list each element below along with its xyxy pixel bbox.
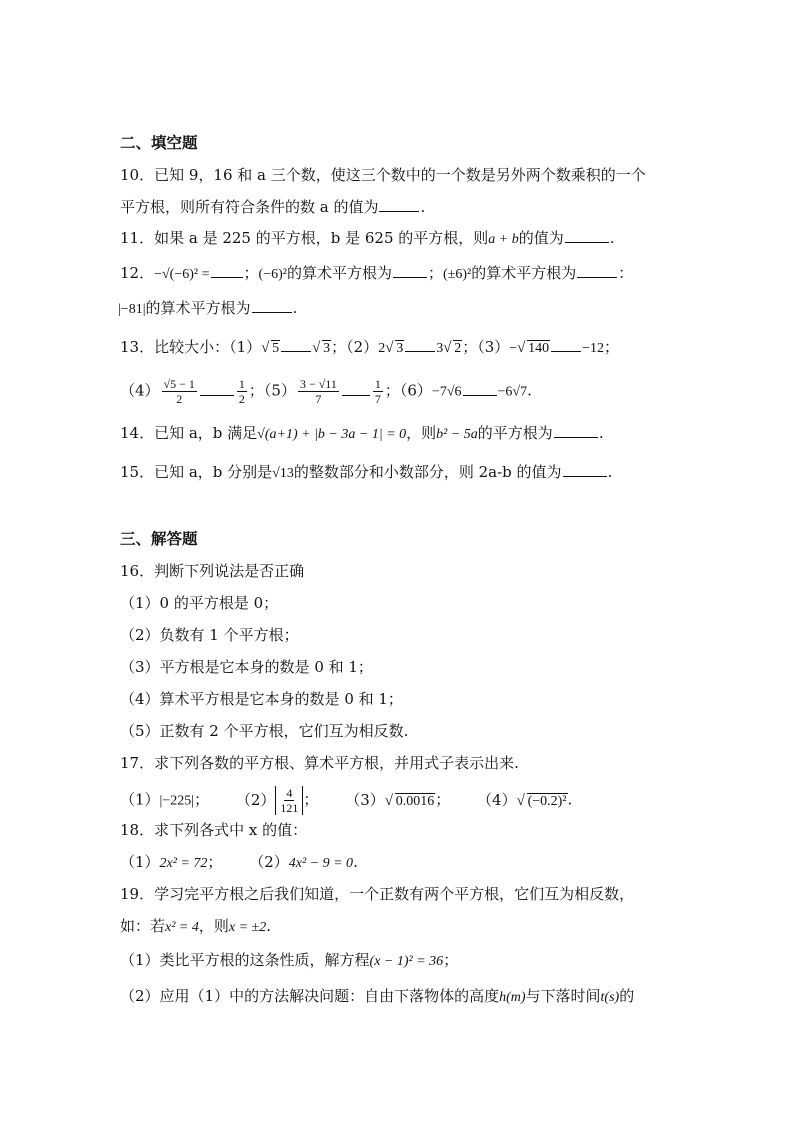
q18-stem: 18．求下列各式中 x 的值： [120,821,308,839]
q19-line2: 如：若x² = 4，则x = ±2. [120,917,272,935]
q10-line2: 平方根，则所有符合条件的数 a 的值为 . [120,198,426,216]
answer-blank[interactable] [379,197,419,212]
answer-blank[interactable] [252,298,292,313]
section-heading-solutions: 三、解答题 [120,529,198,548]
answer-blank[interactable] [577,263,617,278]
q16-item-1: （1）0 的平方根是 0； [120,594,279,612]
q16-item-4: （4）算术平方根是它本身的数是 0 和 1； [120,690,403,708]
q16-stem: 16．判断下列说法是否正确 [120,562,305,580]
answer-blank[interactable] [554,423,598,438]
q12-line2: |−81|的算术平方根为 . [118,299,298,317]
answer-blank[interactable] [463,381,497,396]
answer-blank[interactable] [342,381,370,396]
q13-line2: （4） $\frac{√5 - 1}{2}$ $\frac{1}{2}$ ；（5） $\frac{3 - √11}{7}$ $\frac{1}{7}$ ；（6）−7√6 −6√7. [120,377,532,406]
q10-line1: 10．已知 9，16 和 a 三个数，使这三个数中的一个数是另外两个数乘积的一个 [120,166,646,184]
q15: 15．已知 a，b 分别是√13的整数部分和小数部分，则 2a-b 的值为 . [120,463,613,481]
answer-blank[interactable] [211,263,243,278]
q17-stem: 17．求下列各数的平方根、算术平方根，并用式子表示出来. [120,754,519,772]
q13-line1: 13．比较大小：（1）√ 5√ 3；（2）2√ 3 3√ 2；（3）−√ 140 −12； [120,337,684,359]
answer-blank[interactable] [563,462,607,477]
q14: 14．已知 a，b 满足√(a+1) + |b − 3a − 1| = 0，则b² − 5a的平方根为 . [120,424,604,442]
q19-line4: （2）应用（1）中的方法解决问题：自由下落物体的高度h(m)与下落时间t(s)的 [120,987,635,1005]
section-heading-fill-in: 二、填空题 [120,133,198,152]
answer-blank[interactable] [405,337,435,352]
q16-item-3: （3）平方根是它本身的数是 0 和 1； [120,658,373,676]
q19-line3: （1）类比平方根的这条性质，解方程(x − 1)² = 36； [120,951,459,969]
answer-blank[interactable] [200,381,234,396]
answer-blank[interactable] [551,337,581,352]
answer-blank[interactable] [281,337,311,352]
q16-item-5: （5）正数有 2 个平方根，它们互为相反数. [120,722,409,740]
answer-blank[interactable] [565,228,609,243]
answer-blank[interactable] [393,263,427,278]
q17-parts: （1）|−225|； （2） $\frac{4}{121}$ ； （3）√ 0.0016； （4）√ (−0.2)². [120,786,684,815]
q16-item-2: （2）负数有 1 个平方根； [120,626,299,644]
q12-line1: 12．−√(−6)² = ；(−6)²的算术平方根为 ；(±6)²的算术平方根为 ： [120,264,634,282]
q19-line1: 19．学习完平方根之后我们知道，一个正数有两个平方根，它们互为相反数， [120,885,635,903]
q18-parts: （1）2x² = 72； （2）4x² − 9 = 0. [120,853,358,871]
q11: 11．如果 a 是 225 的平方根，b 是 625 的平方根，则a + b的值为 . [120,229,615,247]
